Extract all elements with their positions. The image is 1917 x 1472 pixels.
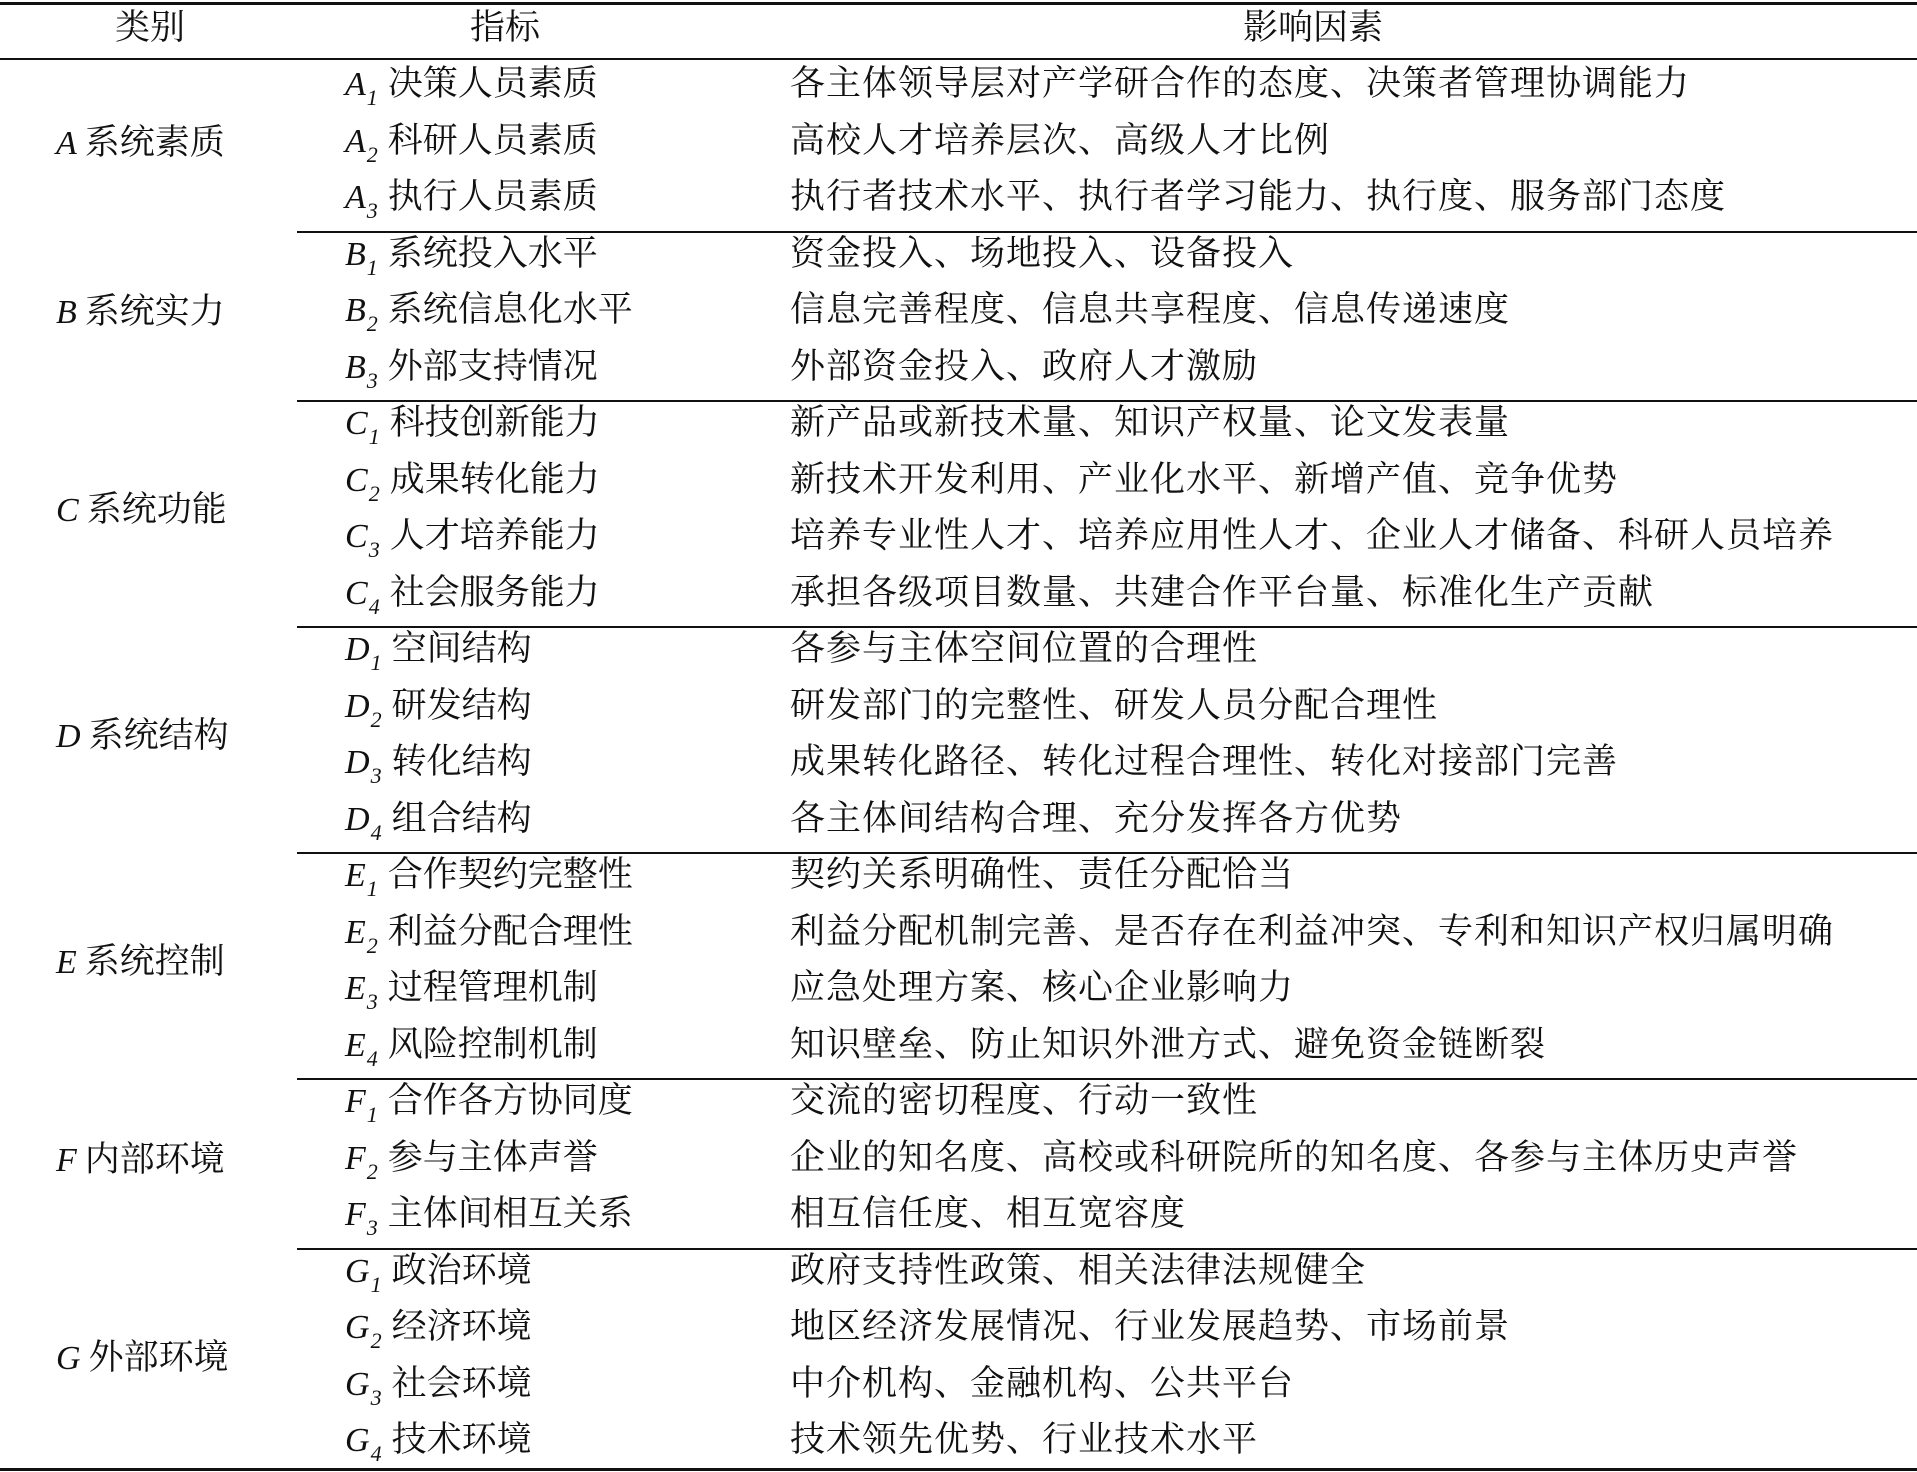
indicator-cell [345, 742, 532, 786]
top-rule [0, 2, 1917, 5]
indicator-subscript: 1 [366, 1102, 378, 1127]
factors-cell: 契约关系明确性、责任分配恰当 [790, 855, 1295, 895]
category-name: 系统素质 [84, 122, 225, 163]
indicator-cell [345, 1420, 532, 1464]
factors-cell: 交流的密切程度、行动一致性 [790, 1081, 1259, 1121]
factors-cell: 新技术开发利用、产业化水平、新增产值、竞争优势 [790, 459, 1619, 500]
indicator-letter: C [345, 574, 368, 612]
indicator-name: 研发结构 [391, 685, 532, 726]
factors-cell: 政府支持性政策、相关法律法规健全 [790, 1250, 1367, 1291]
factors-cell: 成果转化路径、转化过程合理性、转化对接部门完善 [790, 742, 1619, 782]
indicator-name: 参与主体声誉 [387, 1137, 598, 1178]
indicator-name: 合作各方协同度 [387, 1081, 633, 1121]
category-letter: B [56, 294, 77, 332]
header-factors: 影响因素 [1243, 8, 1384, 48]
indicator-letter: D [345, 800, 370, 838]
category-cell [56, 1338, 229, 1379]
header-indicator: 指标 [470, 8, 541, 48]
indicator-subscript: 2 [366, 141, 378, 167]
factors-cell: 承担各级项目数量、共建合作平台量、标准化生产贡献 [790, 572, 1655, 613]
indicator-letter: G [345, 1309, 370, 1346]
indicator-letter: F [345, 1083, 366, 1120]
indicator-letter: B [345, 235, 366, 273]
indicator-letter: C [345, 518, 368, 555]
category-letter: E [56, 944, 77, 981]
indicator-cell [345, 799, 532, 843]
group-separator [297, 400, 1917, 402]
indicator-name: 社会环境 [391, 1363, 532, 1404]
indicator-letter: A [345, 66, 366, 103]
indicator-letter: A [345, 122, 366, 160]
indicator-letter: B [345, 348, 366, 386]
indicator-cell [345, 64, 598, 108]
indicator-letter: D [345, 631, 370, 668]
factors-cell: 相互信任度、相互宽容度 [790, 1194, 1187, 1234]
bottom-rule [0, 1468, 1917, 1471]
indicator-letter: G [345, 1252, 370, 1290]
category-cell [56, 942, 225, 983]
indicator-cell [345, 1251, 532, 1295]
category-name: 外部环境 [88, 1337, 229, 1378]
indicator-cell [345, 460, 600, 504]
indicator-letter: B [345, 292, 366, 329]
indicator-name: 系统信息化水平 [387, 290, 633, 330]
indicator-subscript: 3 [370, 763, 382, 788]
indicator-cell [345, 1025, 598, 1069]
indicator-cell [345, 573, 600, 617]
indicator-subscript: 3 [366, 198, 378, 223]
category-letter: F [56, 1141, 77, 1179]
indicator-letter: E [345, 970, 366, 1007]
factors-cell: 信息完善程度、信息共享程度、信息传递速度 [790, 290, 1511, 330]
indicator-name: 空间结构 [391, 629, 532, 669]
header-category: 类别 [115, 8, 186, 48]
factors-cell: 资金投入、场地投入、设备投入 [790, 233, 1295, 274]
indicator-cell [345, 968, 598, 1012]
indicator-name: 主体间相互关系 [387, 1194, 633, 1234]
factors-cell: 企业的知名度、高校或科研院所的知名度、各参与主体历史声誉 [790, 1137, 1799, 1178]
indicator-cell [345, 1307, 532, 1351]
indicator-cell [345, 1194, 633, 1238]
indicator-cell [345, 177, 598, 221]
indicator-subscript: 3 [366, 367, 378, 393]
category-cell [56, 716, 229, 757]
indicator-subscript: 1 [366, 254, 378, 280]
indicator-letter: A [345, 179, 366, 216]
factors-cell: 利益分配机制完善、是否存在利益冲突、专利和知识产权归属明确 [790, 911, 1835, 952]
indicator-name: 利益分配合理性 [387, 911, 633, 952]
indicator-subscript: 1 [366, 876, 378, 901]
factors-cell: 培养专业性人才、培养应用性人才、企业人才储备、科研人员培养 [790, 516, 1835, 556]
indicator-subscript: 2 [370, 1328, 382, 1353]
indicator-cell [345, 516, 600, 560]
category-cell [56, 1140, 225, 1181]
indicator-name: 人才培养能力 [389, 516, 600, 556]
factors-cell: 研发部门的完整性、研发人员分配合理性 [790, 685, 1439, 726]
indicator-letter: D [345, 687, 370, 725]
indicator-name: 风险控制机制 [387, 1024, 598, 1065]
indicator-cell [345, 403, 600, 447]
category-cell [56, 490, 227, 531]
indicator-subscript: 2 [366, 932, 378, 958]
indicator-cell [345, 629, 532, 673]
indicator-cell [345, 347, 598, 391]
group-separator [297, 852, 1917, 854]
indicator-letter: F [345, 1196, 366, 1233]
group-separator [297, 1248, 1917, 1250]
factors-cell: 各主体领导层对产学研合作的态度、决策者管理协调能力 [790, 64, 1691, 104]
indicator-subscript: 3 [370, 1384, 382, 1410]
indicator-subscript: 2 [366, 311, 378, 336]
indicator-name: 经济环境 [391, 1307, 532, 1347]
factors-cell: 中介机构、金融机构、公共平台 [790, 1363, 1295, 1404]
indicator-subscript: 4 [368, 593, 380, 619]
indicator-subscript: 1 [370, 1271, 382, 1297]
indicator-subscript: 4 [370, 1441, 382, 1466]
indicator-subscript: 3 [366, 1215, 378, 1240]
category-cell [56, 292, 225, 333]
indicator-cell [345, 1364, 532, 1408]
indicator-subscript: 1 [368, 424, 380, 449]
factors-cell: 外部资金投入、政府人才激励 [790, 346, 1259, 387]
indicator-name: 转化结构 [391, 742, 532, 782]
indicator-letter: E [345, 1026, 366, 1064]
indicator-cell [345, 855, 633, 899]
factors-cell: 高校人才培养层次、高级人才比例 [790, 120, 1331, 161]
indicator-letter: D [345, 744, 370, 781]
indicator-name: 政治环境 [391, 1250, 532, 1291]
factors-cell: 各主体间结构合理、充分发挥各方优势 [790, 798, 1403, 839]
indicator-name: 组合结构 [391, 798, 532, 839]
indicator-letter: C [345, 461, 368, 499]
indicator-subscript: 2 [370, 706, 382, 732]
group-separator [297, 1078, 1917, 1080]
factors-cell: 各参与主体空间位置的合理性 [790, 629, 1259, 669]
indicator-cell [345, 1081, 633, 1125]
indicator-letter: E [345, 857, 366, 894]
factors-cell: 新产品或新技术量、知识产权量、论文发表量 [790, 403, 1511, 443]
factors-cell: 执行者技术水平、执行者学习能力、执行度、服务部门态度 [790, 177, 1727, 217]
indicator-name: 技术环境 [391, 1420, 532, 1460]
indicator-cell [345, 234, 598, 278]
indicator-name: 决策人员素质 [387, 64, 598, 104]
header-rule [0, 58, 1917, 60]
indicator-cell [345, 686, 532, 730]
factors-cell: 地区经济发展情况、行业发展趋势、市场前景 [790, 1307, 1511, 1347]
category-letter: A [56, 124, 77, 162]
category-name: 系统控制 [84, 942, 225, 982]
category-cell [56, 123, 225, 164]
factors-cell: 知识壁垒、防止知识外泄方式、避免资金链断裂 [790, 1024, 1547, 1065]
group-separator [297, 231, 1917, 233]
indicator-cell [345, 121, 598, 165]
indicator-cell [345, 1138, 598, 1182]
indicator-letter: E [345, 913, 366, 951]
indicator-name: 成果转化能力 [389, 459, 600, 500]
category-name: 系统结构 [88, 716, 229, 756]
category-name: 内部环境 [84, 1139, 225, 1180]
indicator-name: 过程管理机制 [387, 968, 598, 1008]
indicator-subscript: 2 [366, 1158, 378, 1184]
indicator-name: 科研人员素质 [387, 120, 598, 161]
factors-cell: 技术领先优势、行业技术水平 [790, 1420, 1259, 1460]
category-name: 系统功能 [86, 490, 227, 530]
indicator-letter: G [345, 1422, 370, 1459]
indicator-name: 执行人员素质 [387, 177, 598, 217]
category-letter: C [56, 492, 79, 529]
category-letter: G [56, 1339, 81, 1377]
indicator-cell [345, 912, 633, 956]
indicator-letter: F [345, 1139, 366, 1177]
indicator-letter: C [345, 405, 368, 442]
indicator-subscript: 1 [370, 650, 382, 675]
factors-cell: 应急处理方案、核心企业影响力 [790, 968, 1295, 1008]
indicator-subscript: 2 [368, 480, 380, 506]
indicator-name: 系统投入水平 [387, 233, 598, 274]
indicator-subscript: 3 [368, 537, 380, 562]
indicator-subscript: 4 [366, 1045, 378, 1071]
indicator-cell [345, 290, 633, 334]
indicator-letter: G [345, 1365, 370, 1403]
indicator-name: 外部支持情况 [387, 346, 598, 387]
indicator-subscript: 3 [366, 989, 378, 1014]
category-letter: D [56, 718, 81, 755]
indicator-name: 科技创新能力 [389, 403, 600, 443]
indicator-name: 合作契约完整性 [387, 855, 633, 895]
group-separator [297, 626, 1917, 628]
indicator-subscript: 4 [370, 819, 382, 845]
category-name: 系统实力 [84, 292, 225, 333]
indicator-name: 社会服务能力 [389, 572, 600, 613]
indicator-subscript: 1 [366, 85, 378, 110]
